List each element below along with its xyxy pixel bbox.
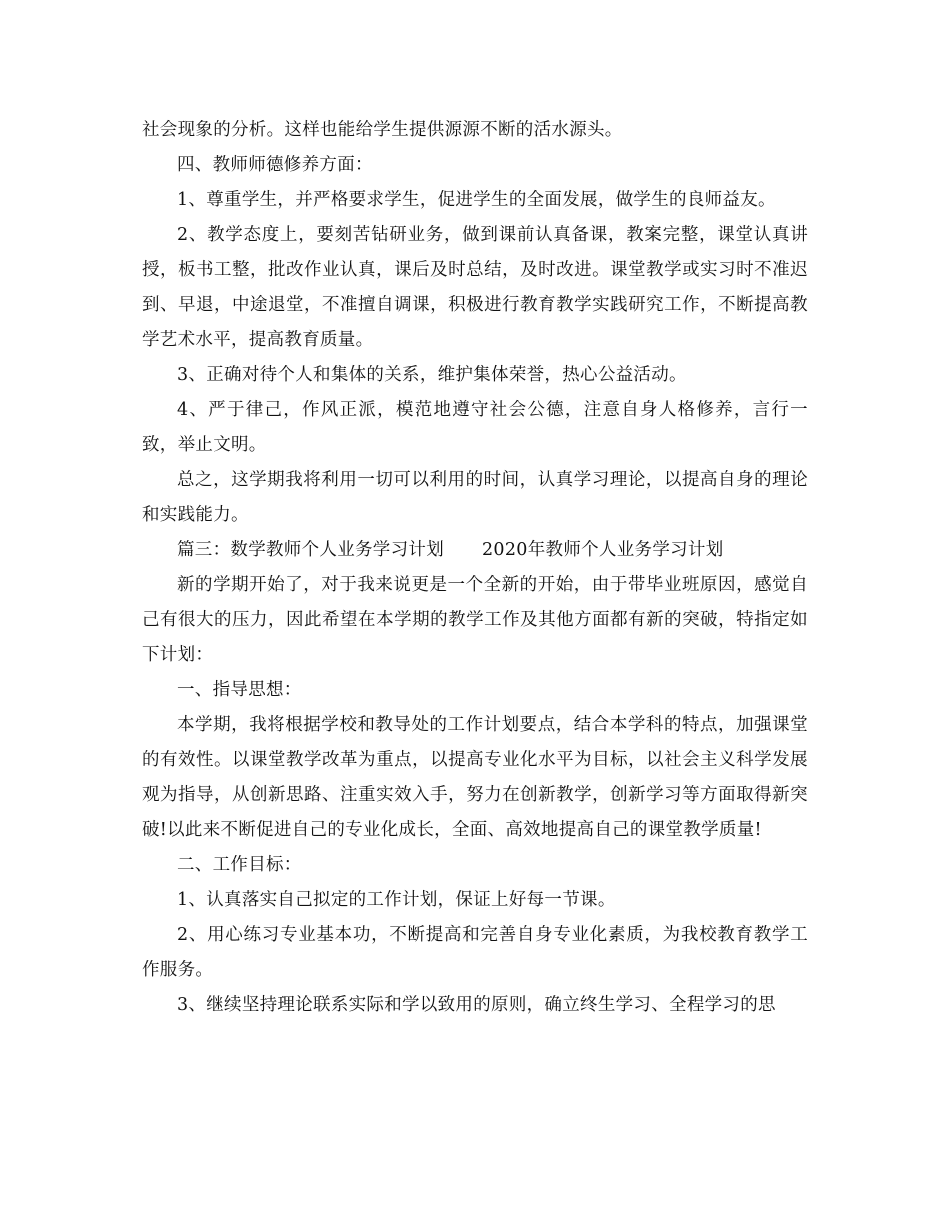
paragraph-ethics-3: 3、正确对待个人和集体的关系，维护集体荣誉，热心公益活动。 [177,365,687,385]
heading-work-goals: 二、工作目标： [177,855,302,875]
document-page [142,113,808,1023]
paragraph-goal-2: 2、用心练习专业基本功，不断提高和完善自身专业化素质，为我校教育教学工作服务。 [142,925,808,980]
paragraph-intro: 新的学期开始了，对于我来说更是一个全新的开始，由于带毕业班原因，感觉自己有很大的压力，因此希望在本学期的教学工作及其他方面都有新的突破，特指定如下计划： [142,575,808,665]
paragraph-guiding-ideology: 本学期，我将根据学校和教导处的工作计划要点，结合本学科的特点，加强课堂的有效性。以课堂教学改革为重点，以提高专业化水平为目标，以社会主义科学发展观为指导，从创新思路、注重实效入手，努力在创新教学，创新学习等方面取得新突破!以此来不断促进自己的专业化成长，全面、高效地提高自己的课堂教学质量! [142,715,808,840]
paragraph-ethics-4: 4、严于律己，作风正派，模范地遵守社会公德，注意自身人格修养，言行一致，举止文明。 [142,400,808,455]
section-title-part1: 篇三：数学教师个人业务学习计划 [177,540,444,560]
heading-teacher-ethics: 四、教师师德修养方面： [177,155,373,175]
paragraph-ethics-1: 1、尊重学生，并严格要求学生，促进学生的全面发展，做学生的良师益友。 [177,190,776,210]
section-title-part2: 2020年教师个人业务学习计划 [482,540,724,560]
paragraph-goal-3: 3、继续坚持理论联系实际和学以致用的原则，确立终生学习、全程学习的思 [177,995,776,1015]
paragraph-summary: 总之，这学期我将利用一切可以利用的时间，认真学习理论，以提高自身的理论和实践能力。 [142,470,808,525]
paragraph-ethics-2: 2、教学态度上，要刻苦钻研业务，做到课前认真备课，教案完整，课堂认真讲授，板书工整，批改作业认真，课后及时总结，及时改进。课堂教学或实习时不准迟到、早退，中途退堂，不准擅自调课，积极进行教育教学实践研究工作，不断提高教学艺术水平，提高教育质量。 [142,225,808,350]
heading-guiding-ideology: 一、指导思想： [177,680,302,700]
section-title [142,533,808,568]
paragraph-goal-1: 1、认真落实自己拟定的工作计划，保证上好每一节课。 [177,890,616,910]
paragraph-1: 社会现象的分析。这样也能给学生提供源源不断的活水源头。 [142,120,623,140]
